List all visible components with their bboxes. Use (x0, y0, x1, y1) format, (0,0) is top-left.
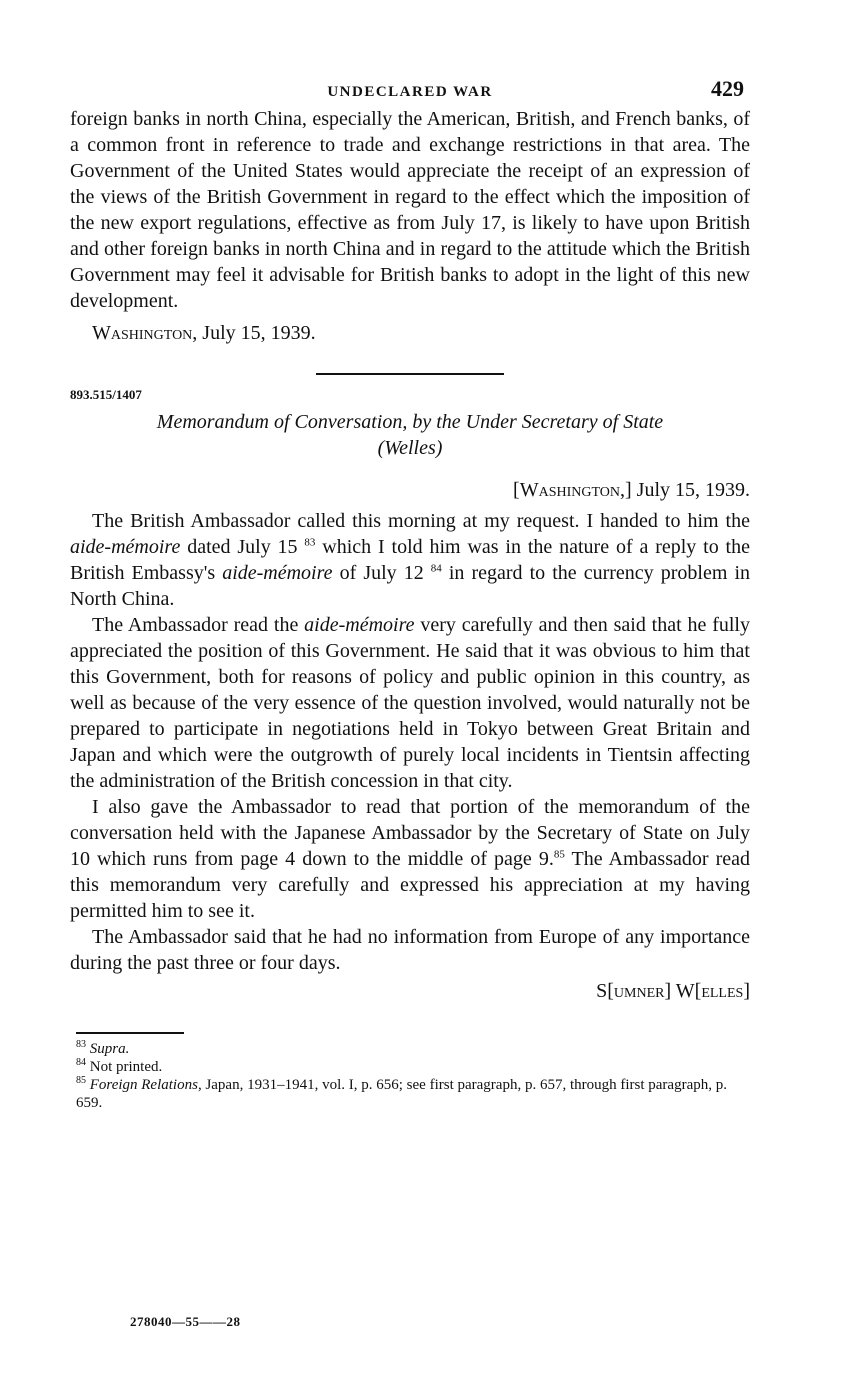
running-title: UNDECLARED WAR (327, 84, 493, 100)
p1-italic-1: aide-mémoire (70, 536, 181, 558)
p2-text-b: very carefully and then said that he fully appreciated the position of this Government. He said that it was obvious to him that this Government, both for reasons of policy and public opinion in this country, as well as because of the very essence of the question involved, would naturally not be prepared to participate in negotiations held in Tokyo between Great Britain and Japan and which were the outgrowth of purely local incidents in Tientsin affecting the administration of the British concession in that city. (70, 614, 750, 792)
p3-text-a: I also gave the Ambassador to read that portion of the memorandum of the conversation held with the Japanese Ambassador by the Secretary of State on July 10 which runs from page 4 down to the middle of page 9. (70, 796, 750, 870)
document-title (82, 409, 738, 461)
memo-dateline-place: Washington (519, 479, 620, 501)
signature-w-rest: elles (701, 980, 744, 1002)
footnote-mark: 84 (76, 1056, 86, 1068)
p1-text-e: in regard to the currency problem in North China. (70, 562, 750, 610)
page-number: 429 (711, 76, 744, 101)
body-paragraph-4: The Ambassador said that he had no information from Europe of any importance during the past three or four days. (70, 926, 750, 974)
signature (70, 978, 750, 1004)
footnote-italic: Foreign Relations (89, 1076, 198, 1093)
footnote-text: Not printed. (89, 1058, 163, 1075)
p1-text-b: dated July 15 (180, 536, 305, 558)
dateline-place: Washington (92, 322, 193, 344)
page (70, 72, 750, 1112)
p2-text-a: The Ambassador read the (92, 614, 305, 636)
memo-dateline (70, 479, 750, 502)
signature-s: S[ (596, 980, 614, 1002)
footnote-ref-84: 84 (430, 562, 442, 575)
footnote-mark: 83 (76, 1038, 86, 1050)
body-paragraph-3 (70, 794, 750, 924)
memo-dateline-date: ,] July 15, 1939. (620, 479, 750, 501)
body-paragraph-1 (70, 508, 750, 612)
signature-end: ] (743, 980, 750, 1002)
continued-paragraph: foreign banks in north China, especially the American, British, and French banks, of a common front in reference to trade and exchange restrictions in that area. The Government of the United States would appreciate the receipt of an expression of the views of the British Government in regard to the effect which the imposition of the new export regulations, effective as from July 17, is likely to have upon British and other foreign banks in north China and in regard to the attitude which the British Government may feel it advisable for British banks to adopt in the light of this new development. (70, 108, 750, 312)
signature-s-rest: umner (613, 980, 665, 1002)
footnote-85 (76, 1076, 750, 1112)
dateline (70, 322, 750, 345)
p2-italic: aide-mémoire (304, 614, 415, 636)
body-paragraph-2 (70, 612, 750, 794)
footnote-ref-83: 83 (304, 536, 316, 549)
document-title-line-2: (Welles) (377, 437, 443, 459)
footnote-ref-85: 85 (553, 848, 565, 861)
p1-italic-2: aide-mémoire (222, 562, 333, 584)
section-divider (316, 373, 504, 375)
footnote-mark: 85 (76, 1074, 86, 1086)
p1-text-d: of July 12 (332, 562, 431, 584)
footnote-text: , Japan, 1931–1941, vol. I, p. 656; see first paragraph, p. 657, through first paragraph, p. 659. (76, 1076, 727, 1111)
footnote-83 (76, 1040, 750, 1058)
p1-text-a: The British Ambassador called this morning at my request. I handed to him the (92, 510, 750, 532)
page-header (70, 72, 750, 106)
file-number: 893.515/1407 (70, 387, 142, 402)
p1-text-c: which I told him was in the nature of a reply to the British Embassy's (70, 536, 750, 584)
dateline-date: , July 15, 1939. (192, 322, 316, 344)
signature-mid: ] W[ (664, 980, 702, 1002)
dateline-bracket-open: [ (513, 479, 520, 501)
footnote-divider (76, 1032, 184, 1034)
print-code: 278040—55——28 (130, 1314, 241, 1329)
footnote-84 (76, 1058, 750, 1076)
footnote-italic: Supra. (89, 1040, 130, 1057)
p3-text-b: The Ambassador read this memorandum very carefully and expressed his appreciation at my having permitted him to see it. (70, 848, 750, 922)
document-title-line-1: Memorandum of Conversation, by the Under Secretary of State (156, 411, 664, 433)
